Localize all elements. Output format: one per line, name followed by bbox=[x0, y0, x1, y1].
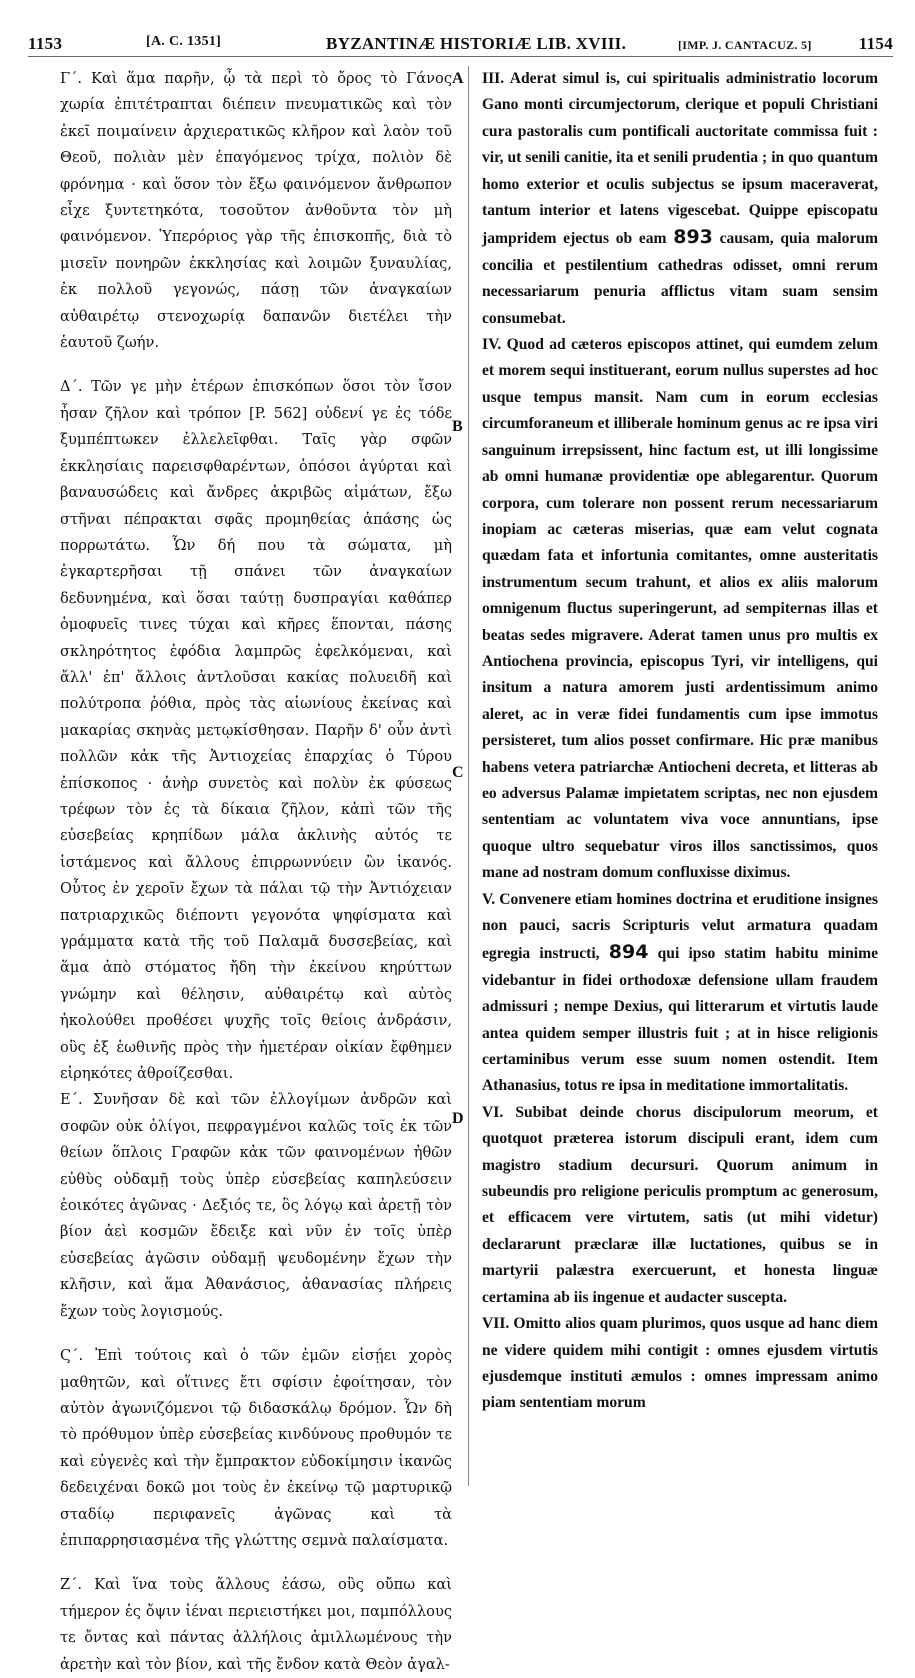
greek-column bbox=[60, 66, 452, 1678]
year-marker: [A. C. 1351] bbox=[146, 34, 222, 49]
latin-paragraph-3 bbox=[482, 66, 878, 332]
margin-letter-b: B bbox=[452, 418, 463, 435]
page-number-left: 1153 bbox=[28, 34, 63, 53]
latin-paragraph-5-text: V. Convenere etiam homines doctrina et eruditione insignes non pauci, sacris Scripturis velut armatura quadam egregia instructi, bbox=[482, 890, 878, 963]
greek-paragraph-6: Ϛ΄. Ἐπὶ τούτοις καὶ ὁ τῶν ἐμῶν εἰσῄει χορὸς μαθητῶν, καὶ οἵτινες ἔτι σφίσιν ἐφοίτησαν, τὸν αὐτὸν ἀγωνιζόμενοι τῷ διδασκάλῳ δρόμον. Ὧν δὴ τὸ πρόθυμον ὑπὲρ εὐσεβείας κινδύνους προθυμόν τε καὶ εὐγενὲς καὶ τὴν ἔμπρακτον εὐδοκίμησιν ἱκανῶς δεδειχέναι δοκῶ μοι τοὺς ἐν ἐκείνῳ τῷ μαρτυρικῷ σταδίῳ περιφανεῖς ἀγῶνας καὶ τὰ ἐπιπαρρησιασμένα τῆς γλώττης σεμνὰ παλαίσματα. bbox=[60, 1347, 452, 1549]
column-divider bbox=[468, 66, 469, 1486]
running-title: BYZANTINÆ HISTORIÆ LIB. XVIII. bbox=[326, 34, 627, 53]
margin-letter-a: A bbox=[452, 70, 464, 87]
greek-paragraph-3: Γ΄. Καὶ ἅμα παρῆν, ᾧ τὰ περὶ τὸ ὄρος τὸ Γάνος χωρία ἐπιτέτραπται διέπειν πνευματικῶς καὶ τὸν ἐκεῖ ποιμαίνειν ἀρχιερατικῶς κλῆρον καὶ λαὸν τοῦ Θεοῦ, πολιὰν μὲν ἐπαγόμενος τρίχα, πολιὸν δὲ φρόνημα · καὶ ὅσον τὸν ἔξω φαινόμενον ἄνθρωπον εἶχε ξυντετηκότα, τοσοῦτον ἀνθοῦντα τὸν μὴ φαινόμενον. Ὑπερόριος γὰρ τῆς ἐπισκοπῆς, διὰ τὸ μισεῖν πονηρῶν ἐκκλησίας καὶ λοιμῶν ξυναυλίας, ἐκ πολλοῦ γεγονώς, πάσῃ τῶν ἀναγκαίων αὐθαιρέτῳ στενοχωρίᾳ δαπανῶν διετέλει τὴν ἑαυτοῦ ζωήν. bbox=[60, 70, 452, 352]
margin-letter-c: C bbox=[452, 764, 464, 781]
latin-paragraph-5-tail: qui ipso statim habitu minime videbantur in fidei orthodoxæ defensione ullam fraudem admissuri ; nempe Dexius, qui litterarum et virtutis laude antea quidem semper illustris fuit ; at in hisce religionis certaminibus verum esse suum nomen ostendit. Item Athanasius, totus re ipsa in meditatione immortalitatis. bbox=[482, 945, 878, 1095]
latin-paragraph-4: IV. Quod ad cæteros episcopos attinet, qui eumdem zelum et morem sequi instituerant, eorum nullus superstes ad hoc usque tempus mansit. Nam cum in eorum ecclesias circumforaneum et illiberale hominum genus ac re ipsa viri sanguinum irrepsissent, hinc factum est, ut illi longissime ab omni humanæ providentiæ ope ablegarentur. Quorum corpora, cum tolerare non possent rerum necessariarum inopiam ac cæteras miserias, quæ eam velut cognata quædam fata et infortunia comitantes, omne austeritatis instrumentum secum trahunt, et alios ex aliis malorum omnigenum fluctus superingerunt, ad sempiternas illas et beatas sedes migravere. Aderat tamen unus pro multis ex Antiochena provincia, episcopus Tyri, vir intelligens, qui insitum a natura amorem justi ardentissimum animo aleret, ac in veræ fidei fundamentis cum ipse immotus persisteret, tum alios posset confirmare. Hic præ manibus habens vetera patriarchæ Antiocheni decreta, et litteras ab eo adversus Palamæ impietatem scriptas, nec non ejusdem sententiam ac voluntatem viva voce annuntians, ipse quoque ultro sequebatur viros illos sanctissimos, quos mane ad nostram domum confluxisse diximus. bbox=[482, 336, 878, 882]
latin-paragraph-7: VII. Omitto alios quam plurimos, quos usque ad hanc diem ne videre quidem mihi contigit : omnes ejusdem virtutis ejusdemque instituti æmulos : omnes impressam animo piam sententiam morum bbox=[482, 1315, 878, 1412]
marginal-number-894: 894 bbox=[608, 941, 649, 964]
margin-letter-d: D bbox=[452, 1110, 464, 1127]
latin-paragraph-3-text: III. Aderat simul is, cui spiritualis administratio locorum Gano monti circumjectorum, clerique et populi Christiani cura pastoralis cum pontificali auctoritate commissa fuit : vir, ut senili canitie, ita et senili prudentia ; in quo quantum homo exterior et oculis subjectus se ipsum maceraverat, tantum interior et latens vigescebat. Quippe episcopatu jampridem ejectus ob eam bbox=[482, 70, 878, 248]
page-number-right: 1154 bbox=[858, 34, 893, 53]
running-header bbox=[28, 30, 893, 57]
latin-paragraph-6: VI. Subibat deinde chorus discipulorum meorum, et quotquot præterea istorum discipuli erant, idem cum magistro stadium decursuri. Quorum animum in subeundis pro religione periculis promptum ac generosum, et efficacem vere virtutem, satis (ut mihi videtur) declararunt præclaræ illæ luctationes, quibus se in martyrii palæstra exercuerunt, et honesta linguæ certamina ab iis ingenue et audacter suscepta. bbox=[482, 1103, 878, 1306]
greek-paragraph-4: Δ΄. Τῶν γε μὴν ἑτέρων ἐπισκόπων ὅσοι τὸν ἴσον ἦσαν ζῆλον καὶ τρόπον [P. 562] οὐδενί γε ἐς τόδε ξυμπέπτωκεν ἐλλελεῖφθαι. Ταῖς γὰρ σφῶν ἐκκλησίαις παρεισφθαρέντων, ὁπόσοι ἀγύρται καὶ βαναυσώδεις καὶ ἄνδρες ἀκριβῶς αἱμάτων, ἔξω στῆναι πέπρακται σφᾶς προμηθείας ἁπάσης ὡς πορρωτάτω. Ὧν δή που τὰ σώματα, μὴ ἐγκαρτερῆσαι τῇ σπάνει τῶν ἀναγκαίων δεδυνημένα, καὶ ὅσαι ταύτῃ δυσπραγίαι καθάπερ ὁμοφυεῖς τινες τύχαι καὶ κῆρες ἕπονται, πάσης σκληρότητος ἐφόδια λαμπρῶς ἐφελκόμεναι, καὶ ἄλλ' ἐπ' ἄλλοις ἀντλοῦσαι κακίας πολυειδῆ καὶ πολύτροπα ῥόθια, πρὸς τὰς αἰωνίους ἐκείνας καὶ μακαρίας σκηνὰς μετῳκίσθησαν. Παρῆν δ' οὖν ἀντὶ πολλῶν κἀκ τῆς Ἀντιοχείας ἐπαρχίας ὁ Τύρου ἐπίσκοπος · ἀνὴρ συνετὸς καὶ πολὺν ἐκ φύσεως τρέφων τὸν ἐς τὰ δίκαια ζῆλον, κἀπὶ τῶν τῆς εὐσεβείας κρηπίδων μάλα ἀκλινὴς αὐτός τε ἱστάμενος καὶ ἄλλους ἐπιρρωννύειν ὢν ἱκανός. Οὗτος ἐν χεροῖν ἔχων τὰ πάλαι τῷ τὴν Ἀντιόχειαν πατριαρχικῶς διέποντι γεγονότα ψηφίσματα καὶ γράμματα κατὰ τῆς τοῦ Παλαμᾶ δυσσεβείας, καὶ ἅμα ἀπὸ στόματος ἤδη τὴν ἐκείνου κηρύττων γνώμην καὶ θέλησιν, αὐθαιρέτῳ καὶ αὐτὸς ἠκολούθει προθέσει ψυχῆς τοῖς θείοις ἀνδράσιν, οὓς ἐξ ἑωθινῆς πρὸς τὴν ἡμετέραν οἰκίαν ἔφθημεν εἰρηκότες ἀθροίζεσθαι. bbox=[60, 378, 452, 1083]
latin-paragraph-5 bbox=[482, 887, 878, 1100]
marginal-number-893: 893 bbox=[673, 226, 713, 249]
greek-paragraph-5: Ε΄. Συνῆσαν δὲ καὶ τῶν ἐλλογίμων ἀνδρῶν καὶ σοφῶν οὐκ ὀλίγοι, πεφραγμένοι καλῶς τοῖς ἐκ τῶν θείων ὅπλοις Γραφῶν κἀκ τῶν φαινομένων ἠθῶν εὐθὺς οὐδαμῇ τοὺς ὑπὲρ εὐσεβείας καπηλεύσειν ἐοικότες ἀγῶνας · Δεξιός τε, ὃς λόγῳ καὶ ἀρετῇ τὸν βίον ἀεὶ κοσμῶν ἔδειξε καὶ νῦν ἐν τοῖς ὑπὲρ εὐσεβείας ἀγῶσιν οὐδαμῇ ψευδομένην ἔχων τὴν κλῆσιν, καὶ ἅμα Ἀθανάσιος, ἀθανασίας πλήρεις ἔχων τοὺς λογισμούς. bbox=[60, 1091, 452, 1320]
latin-paragraph-3-tail: causam, quia malorum concilia et pestilentium cathedras odisset, omni rerum necessariarum penuria afflictus vitam suam sensim consumebat. bbox=[482, 230, 878, 327]
latin-column bbox=[482, 66, 878, 1417]
greek-paragraph-7: Ζ΄. Καὶ ἵνα τοὺς ἄλλους ἐάσω, οὓς οὔπω καὶ τήμερον ἐς ὄψιν ἰέναι περιειστήκει μοι, παμπόλλους τε ὄντας καὶ πάντας ἀλλήλοις ἁμιλλωμένους τὴν ἀρετὴν καὶ τὸν βίον, καὶ τῆς ἔνδον κατὰ Θεὸν ἀγαλ- bbox=[60, 1576, 452, 1673]
emperor-marker: [IMP. J. CANTACUZ. 5] bbox=[678, 38, 812, 52]
